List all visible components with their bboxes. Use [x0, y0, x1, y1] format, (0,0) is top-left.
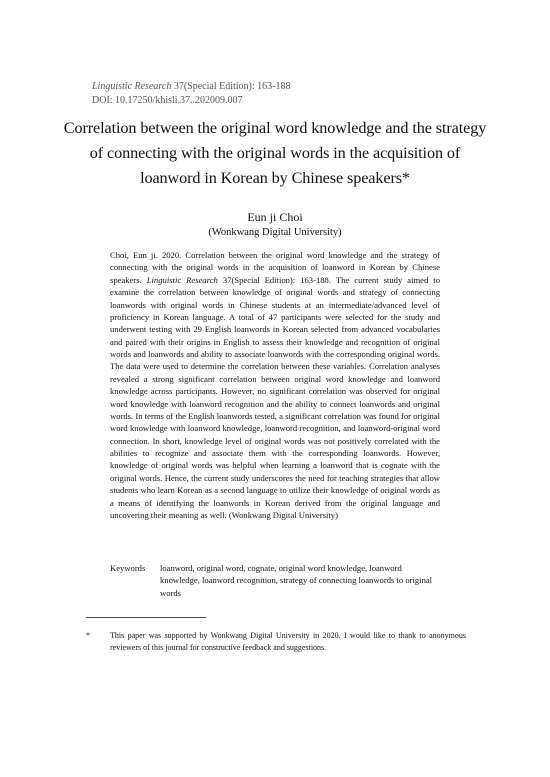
- journal-doi: DOI: 10.17250/khisli.37..202009.007: [92, 95, 243, 106]
- abstract: [110, 249, 440, 521]
- author-name: Eun ji Choi: [247, 210, 303, 224]
- abstract-citation-pages: 37(Special Edition): 163-188.: [217, 274, 332, 285]
- journal-name: Linguistic Research: [92, 81, 172, 92]
- footnote-mark: *: [86, 631, 90, 640]
- keywords-label: Keywords: [110, 563, 146, 573]
- keywords-text: loanword, original word, cognate, original word knowledge, loanword knowledge, loanword recognition, strategy of connecting loanwords to original words: [160, 563, 433, 598]
- footnote-text: This paper was supported by Wonkwang Digital University in 2020. I would like to thank to anonymous reviewers of this journal for constructive feedback and suggestions.: [110, 631, 466, 652]
- footnote-rule: [86, 617, 206, 618]
- abstract-citation: Choi, Eun ji. 2020. Correlation between the original word knowledge and the strategy of connecting with the original words in the acquisition of loanword in Korean by Chinese speakers.: [110, 250, 440, 285]
- abstract-citation-journal: Linguistic Research: [146, 274, 218, 285]
- footnote: [86, 630, 466, 654]
- journal-issue: 37(Special Edition): 163-188: [173, 81, 291, 92]
- abstract-body: The current study aimed to examine the correlation between knowledge of original words and strategy of connecting loanwords with original words in Chinese students at an intermediate/advanced level of proficiency in Korean language. A total of 47 participants were selected for the study and underwent testing with 29 English loanwords in Korean selected from advanced vocabularies and paired with their origins in English to assess their knowledge and recognition of original words and loanwords and ability to associate loanwords with the corresponding original words. The data were used to determine the correlation between these variables. Correlation analyses revealed a strong significant correlation between original word knowledge and loanword knowledge across participants. However, no significant correlation was observed for original word knowledge with loanword recognition and the ability to connect loanwords and original words. In terms of the English loanwords tested, a significant correlation was found for original word knowledge with loanword knowledge, loanword recognition, and loanword-original word connection. In short, knowledge level of original words was not positively correlated with the abilities to recognize and associate them with the corresponding loanwords. However, knowledge of original words was helpful when learning a loanword that is cognate with the original words. Hence, the current study underscores the need for teaching strategies that allow students who learn Korean as a second language to utilize their knowledge of original words as a means of identifying the loanwords in Korean derived from the original language and uncovering their meaning as well. (Wonkwang Digital University): [110, 274, 440, 520]
- keywords-block: [110, 562, 440, 599]
- paper-title: Correlation between the original word knowledge and the strategy of connecting with the original words in the acquisition of loanword in Korean by Chinese speakers*: [63, 119, 487, 187]
- journal-citation: [92, 80, 291, 94]
- journal-header: [92, 80, 291, 108]
- author-affiliation: (Wonkwang Digital University): [208, 227, 342, 238]
